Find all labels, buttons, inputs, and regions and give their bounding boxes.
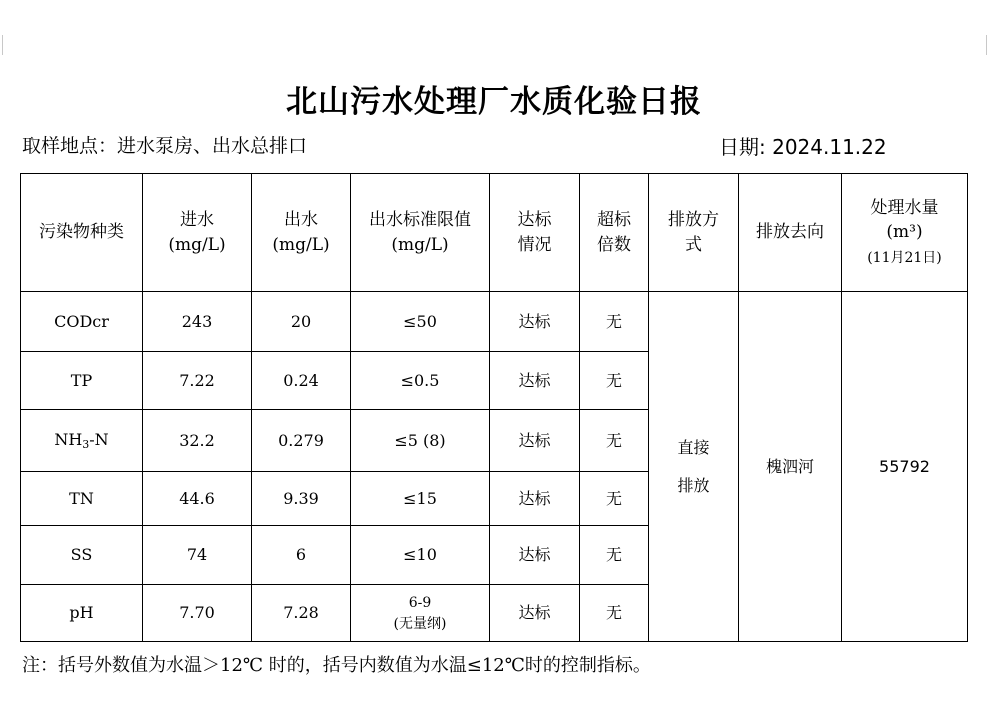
limit-value — [351, 585, 490, 642]
effluent-value: 20 — [252, 292, 351, 352]
header-exceed-line1: 超标 — [597, 209, 631, 230]
header-volume — [842, 174, 968, 292]
header-status-line1: 达标 — [517, 209, 552, 230]
discharge-mode-line1: 直接 — [677, 438, 710, 458]
status-value: 达标 — [490, 410, 580, 472]
exceed-value: 无 — [580, 585, 649, 642]
limit-value: ≤15 — [351, 472, 490, 526]
influent-value: 7.70 — [143, 585, 252, 642]
sampling-location: 取样地点：进水泵房、出水总排口 — [22, 135, 308, 157]
status-value: 达标 — [490, 352, 580, 410]
header-limit-unit: (mg/L) — [391, 234, 449, 255]
header-pollutant: 污染物种类 — [21, 174, 143, 292]
left-edge-line — [2, 35, 3, 55]
discharge-mode — [649, 292, 739, 642]
limit-value: ≤50 — [351, 292, 490, 352]
header-status — [490, 174, 580, 292]
limit-range: 6-9 — [408, 595, 432, 612]
pollutant-name-main: NH — [54, 430, 83, 450]
footnote: 注：括号外数值为水温＞12℃ 时的，括号内数值为水温≤12℃时的控制指标。 — [22, 655, 651, 676]
limit-value: ≤0.5 — [351, 352, 490, 410]
pollutant-name: TN — [21, 472, 143, 526]
status-value: 达标 — [490, 585, 580, 642]
report-title: 北山污水处理厂水质化验日报 — [286, 84, 702, 120]
pollutant-name: pH — [21, 585, 143, 642]
exceed-value: 无 — [580, 352, 649, 410]
pollutant-name: SS — [21, 526, 143, 585]
header-discharge-mode — [649, 174, 739, 292]
header-exceed — [580, 174, 649, 292]
report-date: 日期: 2024.11.22 — [719, 135, 887, 159]
header-effluent — [252, 174, 351, 292]
header-influent — [143, 174, 252, 292]
influent-value: 74 — [143, 526, 252, 585]
discharge-destination: 槐泗河 — [739, 292, 842, 642]
effluent-value: 6 — [252, 526, 351, 585]
header-discharge-line1: 排放方 — [668, 209, 719, 230]
limit-value: ≤5 (8) — [351, 410, 490, 472]
effluent-value: 7.28 — [252, 585, 351, 642]
header-status-line2: 情况 — [517, 234, 552, 255]
exceed-value: 无 — [580, 410, 649, 472]
water-quality-table — [20, 173, 968, 642]
header-volume-label: 处理水量 — [870, 197, 939, 218]
pollutant-name — [21, 410, 143, 472]
header-limit-label: 出水标准限值 — [369, 209, 471, 230]
effluent-value: 9.39 — [252, 472, 351, 526]
influent-value: 7.22 — [143, 352, 252, 410]
header-influent-unit: (mg/L) — [168, 234, 226, 255]
treated-volume: 55792 — [842, 292, 968, 642]
influent-value: 44.6 — [143, 472, 252, 526]
header-volume-date: (11月21日) — [867, 249, 942, 266]
influent-value: 32.2 — [143, 410, 252, 472]
header-effluent-unit: (mg/L) — [272, 234, 330, 255]
status-value: 达标 — [490, 526, 580, 585]
header-influent-label: 进水 — [180, 209, 214, 230]
header-volume-unit: (m³) — [886, 222, 923, 243]
header-destination: 排放去向 — [739, 174, 842, 292]
exceed-value: 无 — [580, 526, 649, 585]
right-edge-line — [986, 35, 987, 55]
effluent-value: 0.279 — [252, 410, 351, 472]
effluent-value: 0.24 — [252, 352, 351, 410]
header-limit — [351, 174, 490, 292]
pollutant-name: CODcr — [21, 292, 143, 352]
limit-unitless-note: (无量纲) — [393, 616, 447, 632]
influent-value: 243 — [143, 292, 252, 352]
pollutant-name: TP — [21, 352, 143, 410]
pollutant-name-subscript: 3 — [82, 438, 90, 452]
limit-value: ≤10 — [351, 526, 490, 585]
header-row — [21, 174, 968, 292]
exceed-value: 无 — [580, 292, 649, 352]
header-discharge-line2: 式 — [685, 234, 702, 255]
exceed-value: 无 — [580, 472, 649, 526]
header-effluent-label: 出水 — [284, 209, 318, 230]
status-value: 达标 — [490, 292, 580, 352]
pollutant-name-tail: -N — [89, 430, 109, 450]
table-row — [21, 292, 968, 352]
header-exceed-line2: 倍数 — [597, 234, 631, 255]
status-value: 达标 — [490, 472, 580, 526]
discharge-mode-line2: 排放 — [677, 475, 710, 495]
